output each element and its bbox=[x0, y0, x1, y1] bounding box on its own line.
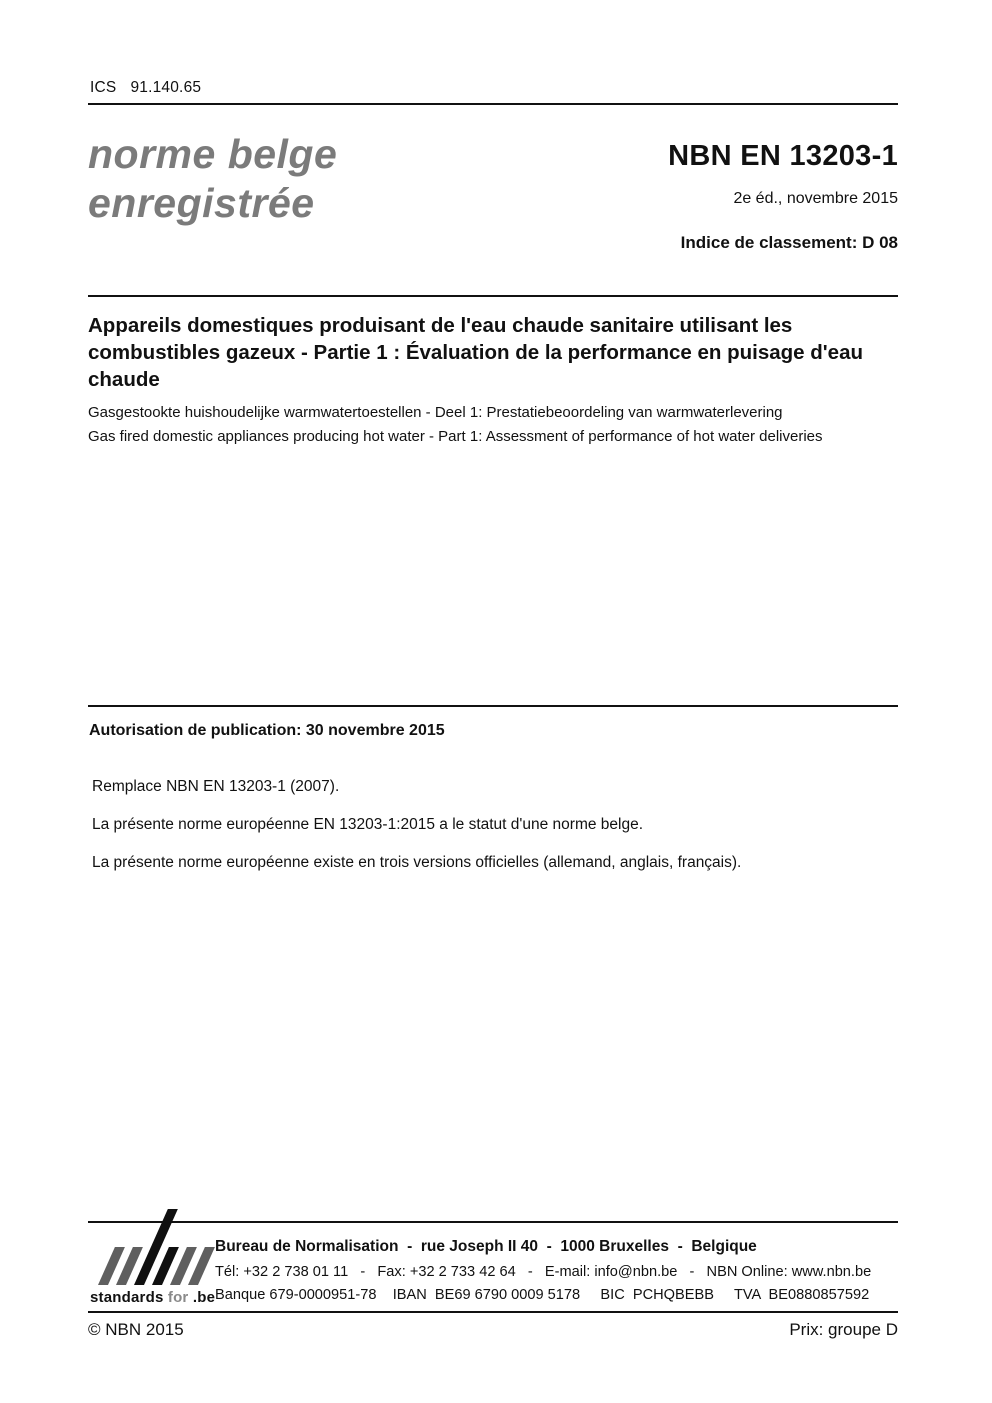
price-group: Prix: groupe D bbox=[789, 1320, 898, 1339]
ics-row bbox=[90, 79, 201, 97]
header-divider bbox=[88, 103, 898, 105]
standard-type-line2: enregistrée bbox=[88, 180, 315, 226]
footer-divider bbox=[88, 1221, 898, 1223]
subtitle-english: Gas fired domestic appliances producing hot water - Part 1: Assessment of performance of hot water deliveries bbox=[88, 428, 823, 445]
bureau-address: Bureau de Normalisation - rue Joseph II 40 - 1000 Bruxelles - Belgique bbox=[215, 1238, 757, 1255]
masthead-right bbox=[668, 140, 898, 253]
standard-type-line1: norme belge bbox=[88, 131, 338, 177]
tagline-be: .be bbox=[192, 1289, 216, 1306]
tagline-for: for bbox=[167, 1289, 189, 1306]
edition-date: 2e éd., novembre 2015 bbox=[733, 190, 898, 207]
bottom-row bbox=[88, 1320, 898, 1340]
publication-divider bbox=[88, 705, 898, 707]
nbn-logo bbox=[90, 1233, 216, 1309]
document-number: NBN EN 13203-1 bbox=[668, 140, 898, 172]
versions-note: La présente norme européenne existe en trois versions officielles (allemand, anglais, français). bbox=[92, 854, 742, 871]
ics-label: ICS bbox=[90, 79, 117, 96]
classification-index: Indice de classement: D 08 bbox=[680, 233, 898, 252]
publication-authorization: Autorisation de publication: 30 novembre 2015 bbox=[89, 722, 445, 739]
footer-address-block bbox=[215, 1238, 905, 1303]
standard-type-title bbox=[88, 130, 337, 228]
nbn-logo-icon bbox=[90, 1233, 216, 1285]
ics-code: 91.140.65 bbox=[130, 79, 202, 96]
bottom-divider bbox=[88, 1311, 898, 1313]
contact-info: Tél: +32 2 738 01 11 - Fax: +32 2 733 42 64 - E-mail: info@nbn.be - NBN Online: www.nbn.be bbox=[215, 1263, 872, 1280]
replacement-note: Remplace NBN EN 13203-1 (2007). bbox=[92, 778, 340, 795]
title-block bbox=[88, 312, 900, 446]
status-note: La présente norme européenne EN 13203-1:2015 a le statut d'une norme belge. bbox=[92, 816, 644, 833]
title-french: Appareils domestiques produisant de l'eau chaude sanitaire utilisant les combustibles gazeux - Partie 1 : Évaluation de la performance en puisage d'eau chaude bbox=[88, 314, 863, 391]
copyright-notice: © NBN 2015 bbox=[88, 1320, 184, 1339]
bank-info: Banque 679-0000951-78 IBAN BE69 6790 0009 5178 BIC PCHQBEBB TVA BE0880857592 bbox=[215, 1287, 870, 1303]
subtitle-dutch: Gasgestookte huishoudelijke warmwatertoestellen - Deel 1: Prestatiebeoordeling van warmwaterlevering bbox=[88, 404, 783, 421]
title-divider bbox=[88, 295, 898, 297]
logo-tagline bbox=[90, 1289, 216, 1306]
tagline-standards: standards bbox=[90, 1289, 164, 1306]
